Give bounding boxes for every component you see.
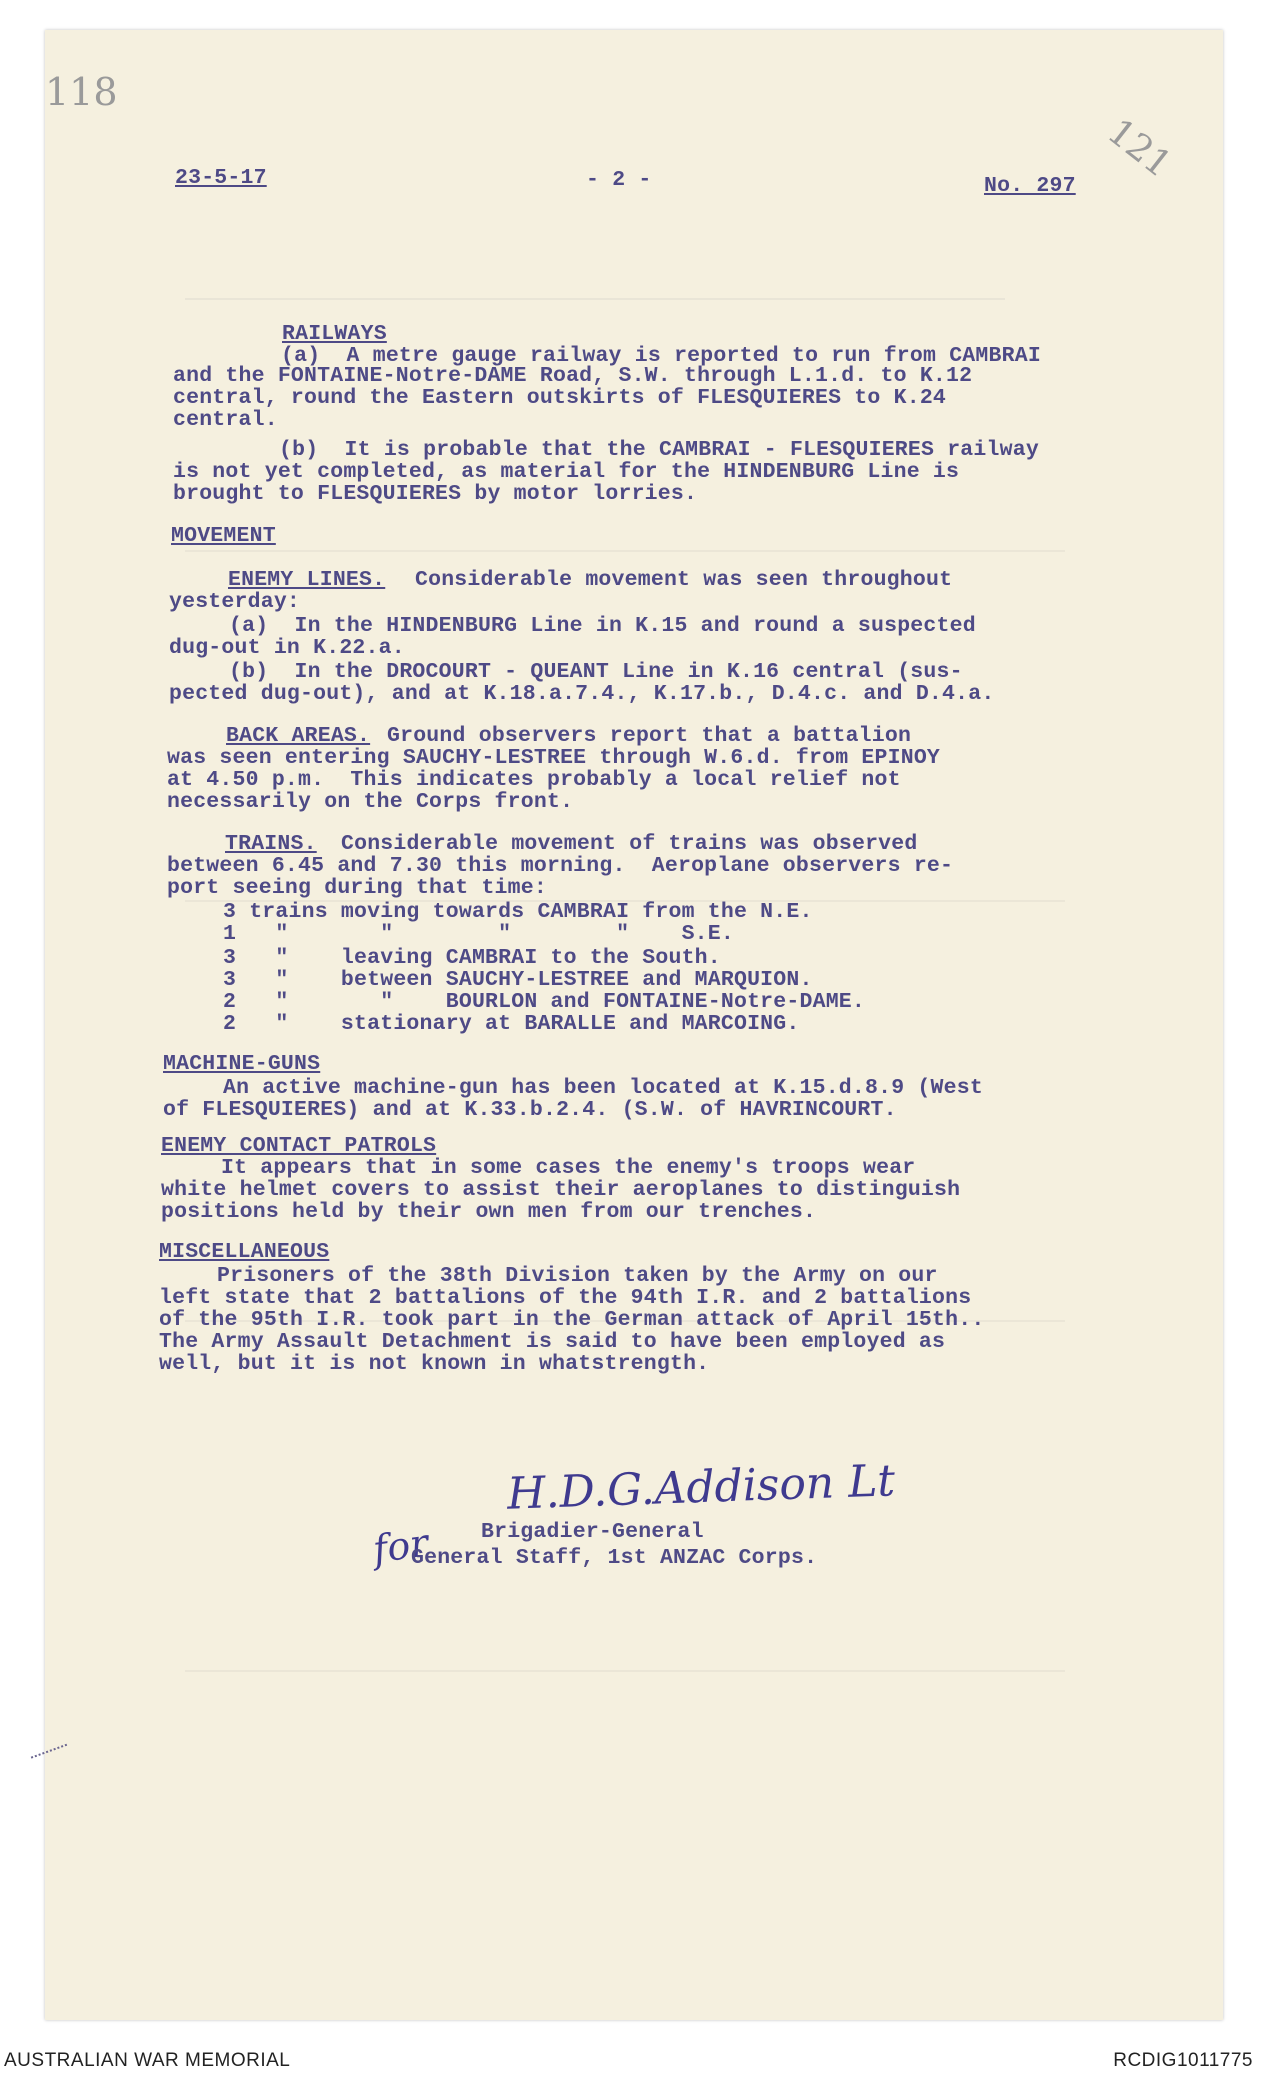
railways-line: is not yet completed, as material for the HINDENBURG Line is	[173, 460, 960, 484]
back-areas-label: BACK AREAS.	[226, 724, 371, 748]
trains-table-row: 3 trains moving towards CAMBRAI from the N.E.	[223, 900, 813, 924]
miscellaneous-line: The Army Assault Detachment is said to have been employed as	[159, 1330, 946, 1354]
machine-guns-line: An active machine-gun has been located at K.15.d.8.9 (West	[223, 1076, 983, 1100]
railways-line: central, round the Eastern outskirts of FLESQUIERES to K.24	[173, 386, 947, 410]
miscellaneous-line: of the 95th I.R. took part in the German attack of April 15th..	[159, 1308, 985, 1332]
report-number: No. 297	[984, 174, 1076, 198]
machine-guns-heading: MACHINE-GUNS	[163, 1052, 321, 1076]
enemy-lines-line: (a) In the HINDENBURG Line in K.15 and round a suspected	[229, 614, 976, 638]
enemy-lines-line: Considerable movement was seen throughout	[415, 568, 953, 592]
miscellaneous-line: Prisoners of the 38th Division taken by the Army on our	[217, 1264, 938, 1288]
trains-line: Considerable movement of trains was observed	[341, 832, 918, 856]
signature-rank: Brigadier-General	[481, 1520, 704, 1544]
railways-heading: RAILWAYS	[282, 322, 387, 346]
miscellaneous-line: left state that 2 battalions of the 94th I.R. and 2 battalions	[159, 1286, 972, 1310]
movement-heading: MOVEMENT	[171, 524, 276, 548]
enemy-contact-patrols-line: It appears that in some cases the enemy's troops wear	[221, 1156, 916, 1180]
enemy-lines-label: ENEMY LINES.	[228, 568, 386, 592]
railways-line: (b) It is probable that the CAMBRAI - FLESQUIERES railway	[279, 438, 1039, 462]
enemy-lines-line: dug-out in K.22.a.	[169, 636, 405, 660]
railways-line: (a) A metre gauge railway is reported to run from CAMBRAI	[281, 344, 1041, 368]
trains-line: port seeing during that time:	[167, 876, 547, 900]
back-areas-line: necessarily on the Corps front.	[167, 790, 574, 814]
signature-for: for	[370, 1520, 431, 1572]
document-date: 23-5-17	[175, 166, 267, 190]
miscellaneous-heading: MISCELLANEOUS	[159, 1240, 330, 1264]
miscellaneous-line: well, but it is not known in whatstrength.	[159, 1352, 710, 1376]
trains-table-row: 2 " " BOURLON and FONTAINE-Notre-DAME.	[223, 990, 866, 1014]
back-areas-line: at 4.50 p.m. This indicates probably a local relief not	[167, 768, 901, 792]
railways-line: brought to FLESQUIERES by motor lorries.	[173, 482, 698, 506]
footer-archive-credit: AUSTRALIAN WAR MEMORIAL	[4, 2050, 291, 2071]
pencil-folio-left: 118	[45, 70, 118, 114]
document-page	[45, 30, 1223, 2020]
enemy-lines-line: pected dug-out), and at K.18.a.7.4., K.17.b., D.4.c. and D.4.a.	[169, 682, 995, 706]
trains-table-row: 1 " " " " S.E.	[223, 922, 734, 946]
enemy-contact-patrols-heading: ENEMY CONTACT PATROLS	[161, 1134, 437, 1158]
railways-line: and the FONTAINE-Notre-DAME Road, S.W. through L.1.d. to K.12	[173, 364, 973, 388]
page-number: - 2 -	[586, 168, 652, 192]
trains-line: between 6.45 and 7.30 this morning. Aeroplane observers re-	[167, 854, 954, 878]
trains-table-row: 2 " stationary at BARALLE and MARCOING.	[223, 1012, 800, 1036]
trains-label: TRAINS.	[225, 832, 317, 856]
signature-staff: General Staff, 1st ANZAC Corps.	[411, 1546, 818, 1570]
pencil-folio-right: 121	[1099, 111, 1180, 186]
footer-record-id: RCDIG1011775	[1113, 2050, 1253, 2071]
trains-table-row: 3 " between SAUCHY-LESTREE and MARQUION.	[223, 968, 813, 992]
enemy-contact-patrols-line: white helmet covers to assist their aeroplanes to distinguish	[161, 1178, 961, 1202]
trains-table-row: 3 " leaving CAMBRAI to the South.	[223, 946, 721, 970]
signature-handwritten: H.D.G.Addison Lt	[506, 1455, 896, 1520]
machine-guns-line: of FLESQUIERES) and at K.33.b.2.4. (S.W. of HAVRINCOURT.	[163, 1098, 897, 1122]
enemy-contact-patrols-line: positions held by their own men from our trenches.	[161, 1200, 817, 1224]
back-areas-line: was seen entering SAUCHY-LESTREE through W.6.d. from EPINOY	[167, 746, 941, 770]
railways-line: central.	[173, 408, 278, 432]
back-areas-line: Ground observers report that a battalion	[387, 724, 912, 748]
enemy-lines-line: (b) In the DROCOURT - QUEANT Line in K.16 central (sus-	[229, 660, 963, 684]
enemy-lines-line: yesterday:	[169, 590, 301, 614]
